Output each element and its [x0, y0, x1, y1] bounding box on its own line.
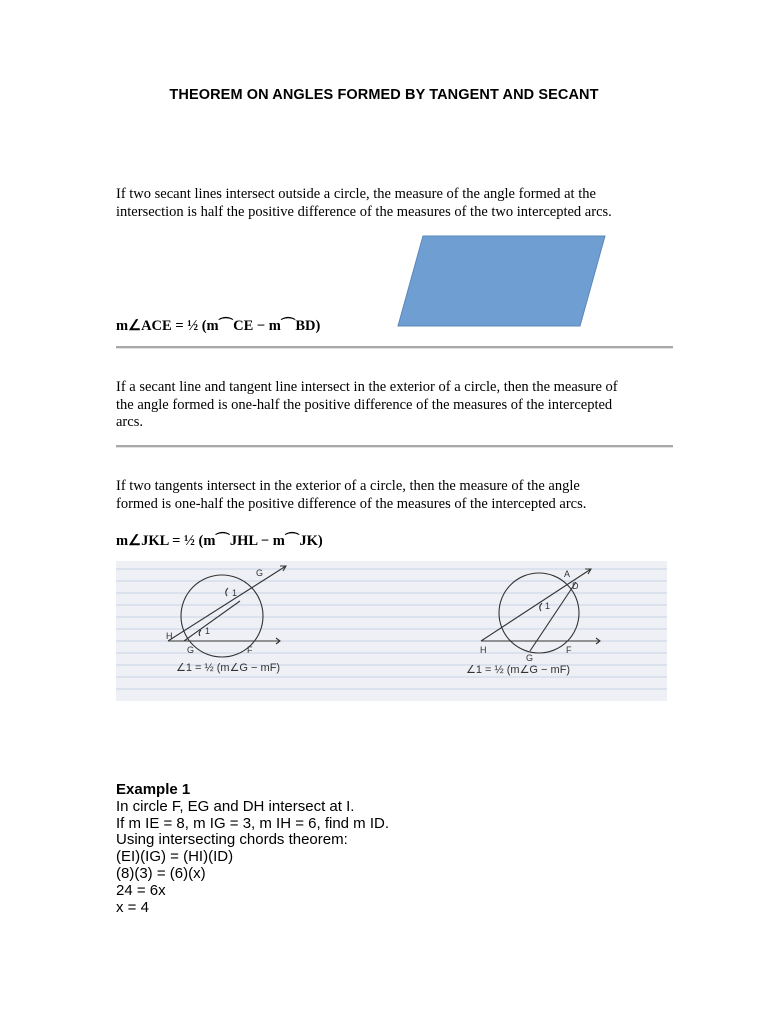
left-label-angle-bottom: 1: [205, 626, 211, 636]
right-label-d: D: [572, 581, 579, 591]
left-label-g-top: G: [256, 568, 264, 578]
section2-line1: If a secant line and tangent line intersect in the exterior of a circle, then the measure of: [116, 379, 618, 395]
example-line-4: (EI)(IG) = (HI)(ID): [116, 848, 234, 866]
section3-line2: formed is one-half the positive difference of the measures of the intercepted arcs.: [116, 495, 587, 512]
example-heading: Example 1: [116, 781, 191, 798]
left-label-g-bottom: G: [187, 645, 195, 655]
left-label-angle-top: 1: [232, 588, 238, 598]
left-caption: ∠1 = ½ (m∠G − mF): [176, 662, 281, 674]
section3-text: [116, 478, 676, 513]
section3-line1: If two tangents intersect in the exterior of a circle, then the measure of the angle: [116, 478, 580, 494]
example-line-3: Using intersecting chords theorem:: [116, 831, 348, 849]
example-line-5: (8)(3) = (6)(x): [116, 864, 206, 882]
section1-line1: If two secant lines intersect outside a circle, the measure of the angle formed at the: [116, 186, 596, 202]
example-line-1: In circle F, EG and DH intersect at I.: [116, 797, 355, 815]
section1-text: [116, 186, 676, 221]
section2-text: [116, 379, 676, 432]
page-title: THEOREM ON ANGLES FORMED BY TANGENT AND SECANT: [169, 87, 599, 103]
section1-line2: intersection is half the positive difference of the measures of the two intercepted arcs.: [116, 203, 612, 220]
right-label-a: A: [564, 569, 571, 579]
section1-formula: m∠ACE = ½ (m⌒CE − m⌒BD): [116, 318, 321, 334]
example-block: [116, 782, 676, 916]
section2-line2: the angle formed is one-half the positive difference of the measures of the intercepted: [116, 396, 613, 413]
example-line-2: If m IE = 8, m IG = 3, m IH = 6, find m ID.: [116, 814, 389, 832]
right-label-g: G: [526, 653, 534, 663]
left-label-h: H: [166, 631, 173, 641]
parallelogram-shape: [396, 234, 608, 328]
section2-line3: arcs.: [116, 414, 143, 430]
divider-2: [116, 445, 673, 448]
example-line-6: 24 = 6x: [116, 881, 166, 899]
right-caption: ∠1 = ½ (m∠G − mF): [466, 664, 571, 676]
section3-formula: m∠JKL = ½ (m⌒JHL − m⌒JK): [116, 533, 323, 549]
right-label-h: H: [480, 645, 487, 655]
divider-1: [116, 346, 673, 349]
example-line-7: x = 4: [116, 898, 149, 916]
left-label-f: F: [247, 645, 253, 655]
right-label-angle: 1: [545, 601, 551, 611]
notebook-figure: [116, 561, 667, 701]
right-label-f: F: [566, 645, 572, 655]
